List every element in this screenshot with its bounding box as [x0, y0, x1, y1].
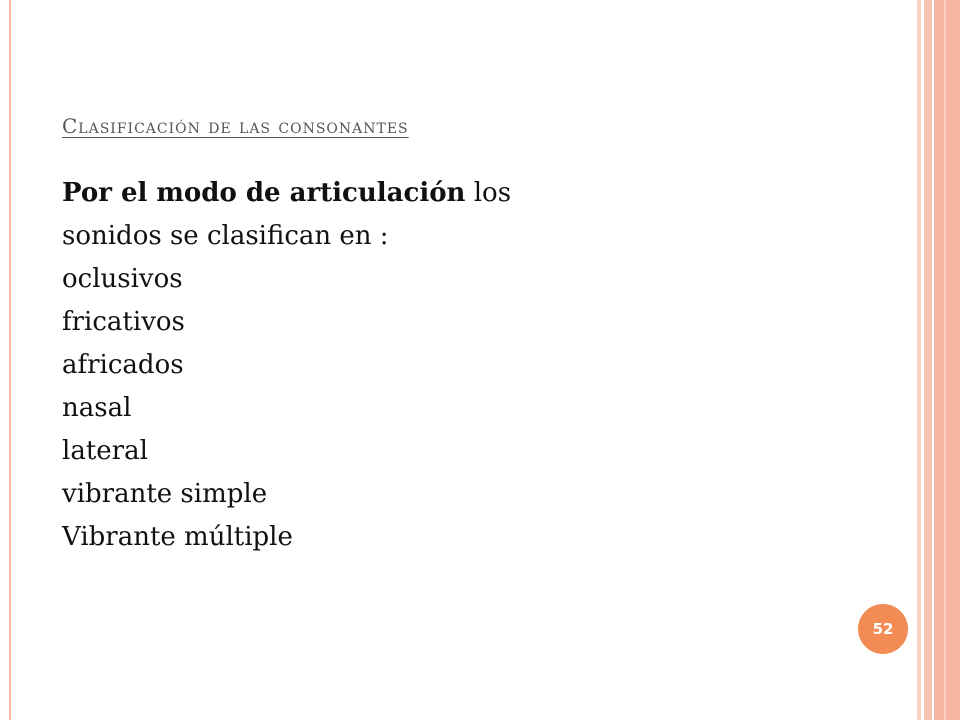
intro-rest-text: los — [465, 178, 512, 208]
slide-body — [62, 172, 882, 559]
intro-line-2: sonidos se clasifican en : — [62, 221, 389, 251]
list-item: lateral — [62, 436, 148, 466]
intro-line-1 — [62, 172, 882, 215]
list-item: fricativos — [62, 307, 185, 337]
slide-title: Clasificación de las consonantes — [62, 114, 409, 138]
right-decorative-stripe — [934, 0, 960, 720]
left-border-line — [9, 0, 11, 720]
right-decorative-stripe — [944, 0, 946, 720]
list-item: nasal — [62, 393, 132, 423]
intro-bold-text: Por el modo de articulación — [62, 178, 466, 208]
list-item: vibrante simple — [62, 479, 268, 509]
list-item: africados — [62, 350, 184, 380]
page-number-badge: 52 — [858, 604, 908, 654]
list-item: oclusivos — [62, 264, 183, 294]
right-decorative-stripe — [924, 0, 932, 720]
list-item: Vibrante múltiple — [62, 522, 293, 552]
